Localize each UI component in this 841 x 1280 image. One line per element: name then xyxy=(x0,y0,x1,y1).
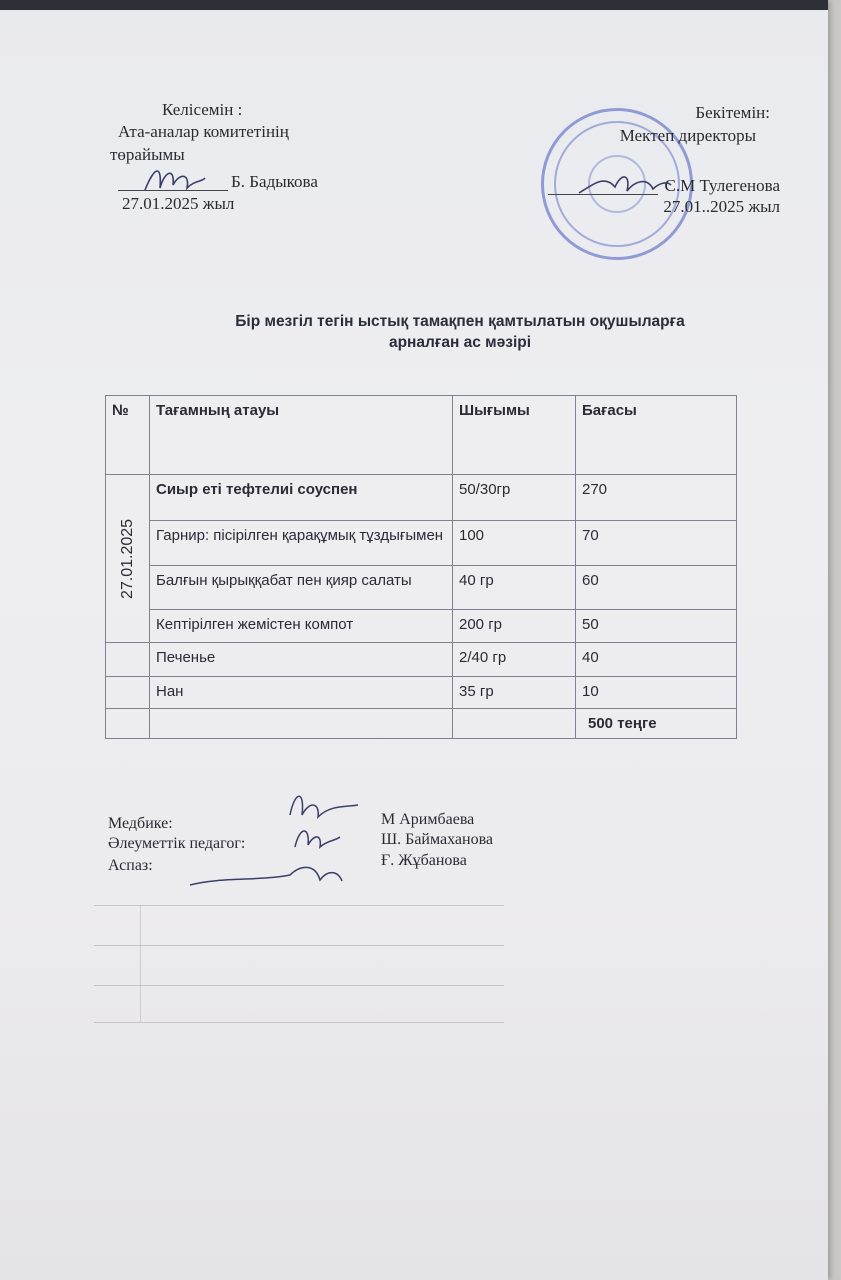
menu-date: 27.01.2025 xyxy=(118,518,136,599)
show-through-line xyxy=(94,985,504,986)
dish-price: 10 xyxy=(576,677,737,709)
dish-output: 40 гр xyxy=(453,566,576,610)
table-row xyxy=(106,610,737,643)
page-title xyxy=(150,311,770,353)
dish-price: 60 xyxy=(576,566,737,610)
dish-name: Кептірілген жемістен компот xyxy=(150,610,453,643)
dish-output: 50/30гр xyxy=(453,475,576,521)
dish-name: Печенье xyxy=(150,643,453,677)
total-empty-cell xyxy=(106,709,150,739)
dish-name: Гарнир: пісірілген қарақұмық тұздығымен xyxy=(150,521,453,566)
show-through-line xyxy=(94,1022,504,1023)
show-through-line xyxy=(140,905,141,1022)
dish-output: 35 гр xyxy=(453,677,576,709)
role-cook: Аспаз: xyxy=(108,857,153,874)
approval-right-heading: Бекітемін: xyxy=(695,103,770,122)
dish-price: 270 xyxy=(576,475,737,521)
role-nurse: Медбике: xyxy=(108,815,173,832)
menu-table xyxy=(105,395,737,739)
name-nurse: М Аримбаева xyxy=(381,811,475,828)
signature-left-icon xyxy=(140,160,210,200)
table-row xyxy=(106,521,737,566)
header-price: Бағасы xyxy=(576,396,737,475)
table-row xyxy=(106,643,737,677)
row-number xyxy=(106,677,150,709)
total-empty-cell xyxy=(150,709,453,739)
total-empty-cell xyxy=(453,709,576,739)
dish-output: 200 гр xyxy=(453,610,576,643)
show-through-line xyxy=(94,945,504,946)
table-row xyxy=(106,677,737,709)
dish-output: 100 xyxy=(453,521,576,566)
dish-name: Нан xyxy=(150,677,453,709)
name-cook: Ғ. Жұбанова xyxy=(381,852,467,869)
date-cell xyxy=(106,475,150,643)
dish-price: 40 xyxy=(576,643,737,677)
title-line2: арналған ас мәзірі xyxy=(388,334,532,351)
approval-right-date: 27.01..2025 жыл xyxy=(663,197,780,216)
table-row xyxy=(106,475,737,521)
approval-left-date: 27.01.2025 жыл xyxy=(122,194,235,213)
signature-right-icon xyxy=(575,165,675,205)
name-social-pedagogue: Ш. Баймаханова xyxy=(381,831,494,848)
approval-left-heading: Келісемін : xyxy=(162,100,243,119)
approval-right-name: С.М Тулегенова xyxy=(664,176,780,195)
header-output: Шығымы xyxy=(453,396,576,475)
title-line1: Бір мезгіл тегін ыстық тамақпен қамтылатын оқушыларға xyxy=(235,313,685,330)
dish-name: Сиыр еті тефтелиі соуспен xyxy=(150,475,453,521)
dish-name: Балғын қырыққабат пен қияр салаты xyxy=(150,566,453,610)
paper-top-edge xyxy=(0,0,828,10)
approval-right-line1: Мектеп директоры xyxy=(619,126,756,145)
signatures-icon xyxy=(170,785,370,895)
approval-left-name: Б. Бадыкова xyxy=(231,172,318,191)
header-dish-name: Тағамның атауы xyxy=(150,396,453,475)
approval-left-line2: төрайымы xyxy=(110,145,185,164)
approval-left-line1: Ата-аналар комитетінің xyxy=(118,122,289,141)
table-total-row xyxy=(106,709,737,739)
total-price: 500 теңге xyxy=(576,709,737,739)
table-row xyxy=(106,566,737,610)
row-number xyxy=(106,643,150,677)
header-number: № xyxy=(106,396,150,475)
table-header-row xyxy=(106,396,737,475)
role-social-pedagogue: Әлеуметтік педагог: xyxy=(108,835,246,852)
dish-output: 2/40 гр xyxy=(453,643,576,677)
show-through-line xyxy=(94,905,504,906)
dish-price: 50 xyxy=(576,610,737,643)
dish-price: 70 xyxy=(576,521,737,566)
